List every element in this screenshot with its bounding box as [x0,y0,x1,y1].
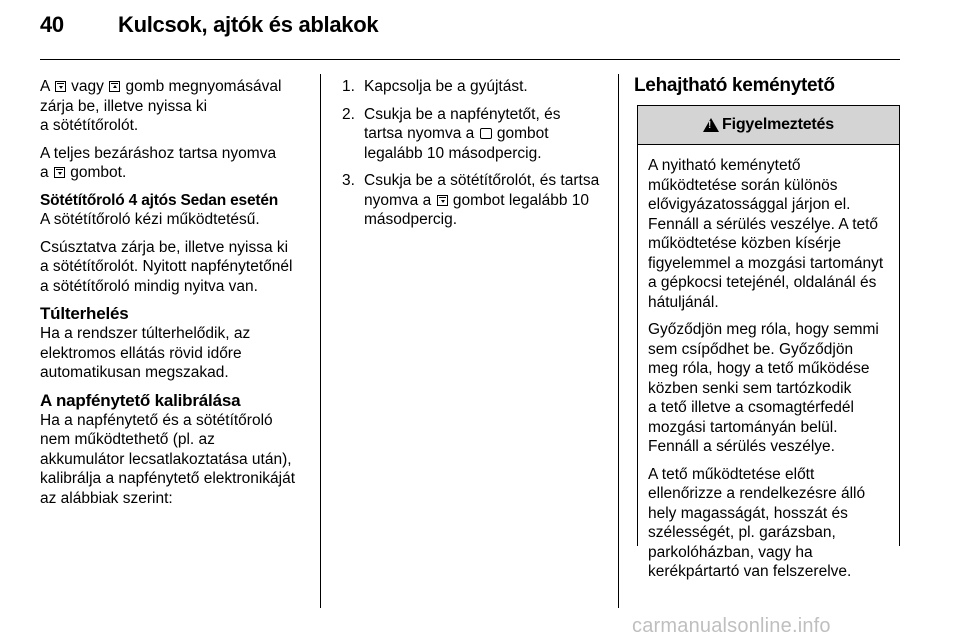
paragraph-full-close: A teljes bezáráshoz tartsa nyomva a gombot. [40,144,277,181]
paragraph-blind-buttons: A vagy gomb megnyomásával zárja be, illetve nyissa ki a sötétítőrolót. [40,78,282,134]
watermark: carmanualsonline.info [632,615,831,637]
warning-paragraph-2: Győződjön meg róla, hogy semmi sem csípődhet be. Győződjön meg róla, hogy a tető működése közben senki sem tartózkodik a tető illetve a csomagtérfedél mozgási tartományán belül. Fennáll a sérülés veszélye. [648,321,879,455]
section-title-hardtop: Lehajtható keménytető [634,75,835,96]
list-item: 1. Kapcsolja be a gyújtást. [342,78,528,95]
warning-box [637,105,900,580]
heading-calibration: A napfénytető kalibrálása [40,390,241,410]
blind-close-icon [437,195,448,206]
header-rule [40,59,900,60]
blind-close-icon [54,167,65,178]
paragraph-slide-blind: Csúsztatva zárja be, illetve nyissa ki a sötétítőrolót. Nyitott napfénytetőnél a sötétítőroló mindig nyitva van. [40,238,293,295]
blind-open-icon [109,81,120,92]
blind-close-icon [55,81,66,92]
column-divider-2 [618,74,619,608]
column-1 [40,77,315,516]
paragraph-calibration: Ha a napfénytető és a sötétítőroló nem működtethető (pl. az akkumulátor lecsatlakoztatása után), kalibrálja a napfénytető elektronikáját az alábbiak szerint: [40,411,296,507]
warning-header [638,106,899,145]
column-divider-1 [320,74,321,608]
warning-triangle-icon [703,118,719,132]
warning-paragraph-3: A tető működtetése előtt ellenőrizze a rendelkezésre álló hely magasságát, hosszát és szélességét, pl. garázsban, parkolóházban, vagy ha kerékpártartó van felszerelve. [648,465,866,580]
page-number: 40 [40,12,64,37]
warning-title: Figyelmeztetés [722,116,834,133]
warning-body [638,145,899,582]
heading-overload: Túlterhelés [40,304,129,323]
page-title: Kulcsok, ajtók és ablakok [118,12,379,37]
sunroof-button-icon [480,128,492,139]
column-2 [342,77,612,238]
list-item: 2. Csukja be a napfénytetőt, és tartsa nyomva a gombot legalább 10 másodpercig. [342,105,561,162]
warning-paragraph-1: A nyitható keménytető működtetése során különös elővigyázatossággal járjon el. Fennáll a sérülés veszélye. A tető működtetése közben kísérje figyelemmel a mozgási tartományt a gépkocsi tetejénél, oldalánál és hátuljánál. [648,157,884,311]
paragraph-manual-blind: A sötétítőroló kézi működtetésű. [40,211,260,228]
subheading-sedan: Sötétítőroló 4 ajtós Sedan esetén [40,191,279,209]
paragraph-overload: Ha a rendszer túlterhelődik, az elektromos ellátás rövid időre automatikusan megszakad. [40,325,251,381]
calibration-steps [342,77,612,230]
list-item: 3. Csukja be a sötétítőrolót, és tartsa nyomva a gombot legalább 10 másodpercig. [342,172,600,228]
